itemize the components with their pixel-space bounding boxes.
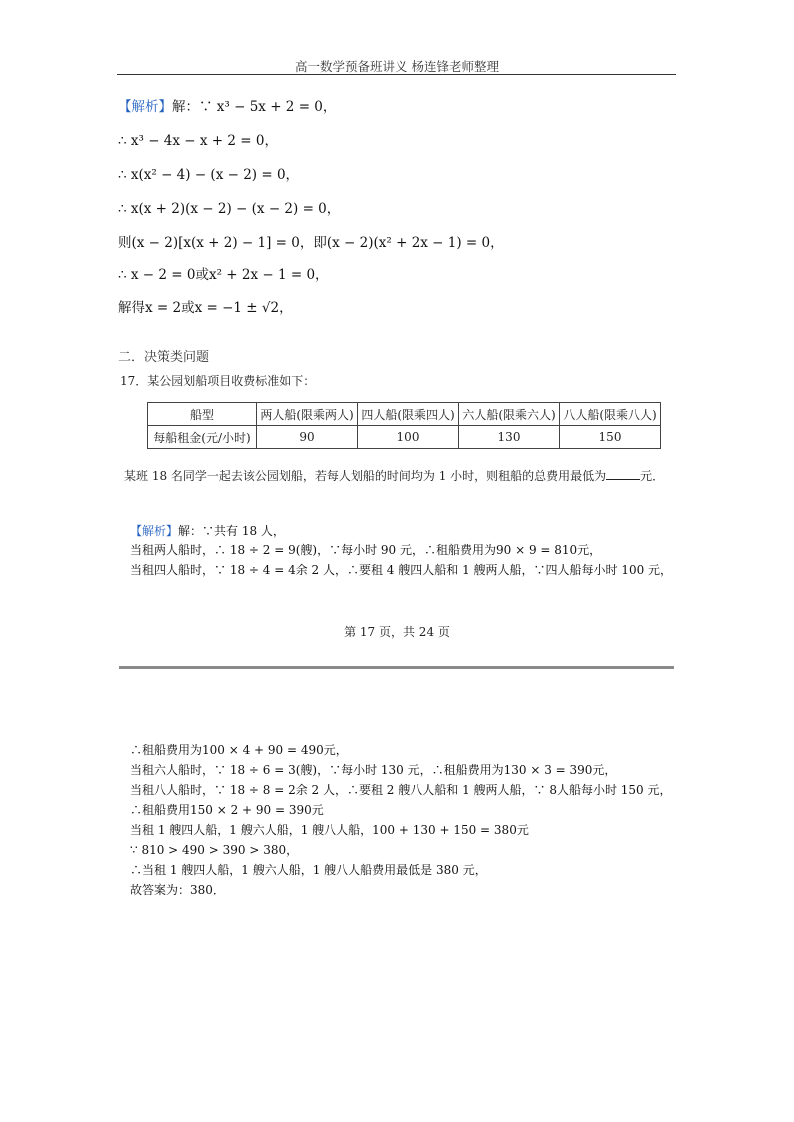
table-cell: 90 — [257, 426, 358, 449]
solution-line: ∴租船费用为100 × 4 + 90 = 490元， — [130, 743, 348, 757]
table-cell: 船型 — [148, 403, 257, 426]
answer-blank — [606, 467, 640, 480]
solution-line: ∴租船费用150 × 2 + 90 = 390元 — [130, 803, 324, 817]
solution-line: 当租 1 艘四人船，1 艘六人船，1 艘八人船，100 + 130 + 150 = 380元 — [130, 823, 529, 837]
page-number: 第 17 页，共 24 页 — [344, 625, 450, 639]
solution-line: ∴ x³ − 4x − x + 2 = 0， — [118, 133, 278, 149]
solution-line: ∴ x(x + 2)(x − 2) − (x − 2) = 0， — [118, 201, 341, 217]
analysis-mark: 【解析】 — [118, 99, 172, 115]
table-cell: 两人船(限乘两人) — [257, 403, 358, 426]
solution-line: ∴当租 1 艘四人船，1 艘六人船，1 艘八人船费用最低是 380 元， — [130, 863, 487, 877]
table-cell: 四人船(限乘四人) — [358, 403, 459, 426]
solution-line: 当租两人船时，∴ 18 ÷ 2 = 9(艘)，∵每小时 90 元，∴租船费用为90 × 9 = 810元， — [130, 543, 602, 557]
solution-line: 故答案为：380． — [130, 883, 225, 897]
question-text: 某公园划船项目收费标准如下： — [147, 374, 316, 388]
pricing-table — [147, 402, 661, 449]
table-cell: 六人船(限乘六人) — [459, 403, 560, 426]
solution-line: 当租八人船时，∵ 18 ÷ 8 = 2余 2 人，∴要租 2 艘八人船和 1 艘两人船，∵ 8人船每小时 150 元， — [130, 783, 672, 797]
table-cell: 八人船(限乘八人) — [560, 403, 661, 426]
page-header-title: 高一数学预备班讲义 杨连锋老师整理 — [295, 59, 499, 74]
table-cell: 100 — [358, 426, 459, 449]
question-prompt: 某班 18 名同学一起去该公园划船，若每人划船的时间均为 1 小时，则租船的总费用最低为 元． — [124, 469, 665, 483]
table-row — [148, 426, 661, 449]
section-heading: 二．决策类问题 — [118, 350, 210, 365]
solution-line: 解得x = 2或x = −1 ± √2， — [118, 300, 293, 316]
table-cell: 每船租金(元/小时) — [148, 426, 257, 449]
page-divider — [119, 666, 674, 669]
solution-line: 当租六人船时，∵ 18 ÷ 6 = 3(艘)，∵每小时 130 元，∴租船费用为130 × 3 = 390元， — [130, 763, 617, 777]
table-header-row — [148, 403, 661, 426]
table-cell: 130 — [459, 426, 560, 449]
solution-line: ∵ 810 > 490 > 390 > 380， — [130, 843, 299, 857]
solution-line: 【解析】解：∵ x³ − 5x + 2 = 0， — [118, 99, 337, 115]
table-cell: 150 — [560, 426, 661, 449]
solution-line: ∴ x(x² − 4) − (x − 2) = 0， — [118, 167, 300, 183]
header-rule — [117, 74, 676, 75]
solution-line: 当租四人船时，∵ 18 ÷ 4 = 4余 2 人，∴要租 4 艘四人船和 1 艘两人船，∵四人船每小时 100 元， — [130, 563, 673, 577]
solution-line: 则(x − 2)[x(x + 2) − 1] = 0，即(x − 2)(x² + 2x − 1) = 0， — [118, 235, 504, 251]
solution-line: ∴ x − 2 = 0或x² + 2x − 1 = 0， — [118, 267, 329, 283]
question-stem — [120, 372, 315, 389]
solution-line: 【解析】解：∵共有 18 人， — [130, 524, 285, 538]
analysis-mark: 【解析】 — [130, 524, 179, 538]
question-number: 17． — [120, 374, 148, 388]
